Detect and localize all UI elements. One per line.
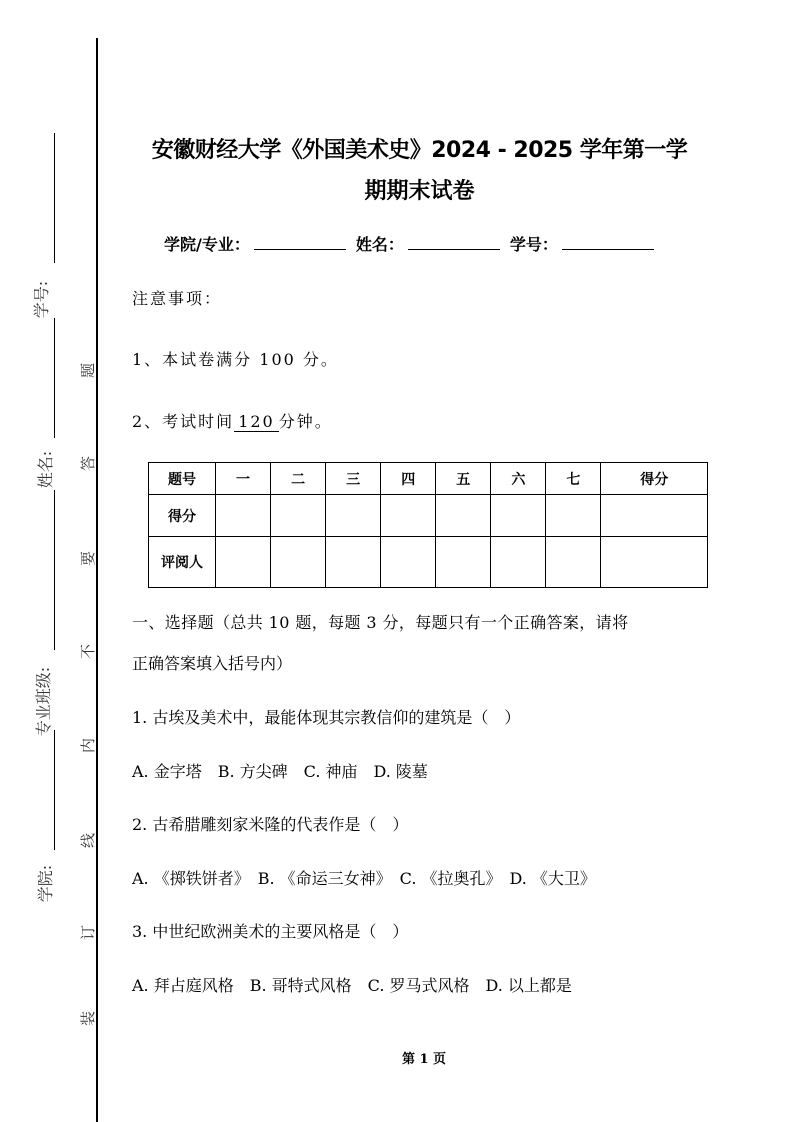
notes-heading: 注意事项： (132, 289, 223, 308)
table-cell (436, 537, 491, 588)
table-header: 题号 (149, 463, 216, 495)
table-cell (491, 495, 546, 537)
table-header: 六 (491, 463, 546, 495)
question-2-options: A. 《掷铁饼者》 B. 《命运三女神》 C. 《拉奥孔》 D. 《大卫》 (132, 869, 596, 888)
table-cell (381, 495, 436, 537)
seal-char: 要 (79, 550, 98, 567)
note-item-1: 1、本试卷满分 100 分。 (132, 350, 339, 369)
seal-char: 装 (79, 1010, 98, 1027)
table-row (149, 495, 708, 537)
table-cell (216, 495, 271, 537)
table-row (149, 537, 708, 588)
seal-char: 订 (79, 924, 98, 941)
table-header: 二 (271, 463, 326, 495)
id-label: 学号： (509, 235, 558, 254)
seal-char: 内 (79, 737, 98, 754)
margin-line (54, 318, 55, 438)
question-3: 3. 中世纪欧洲美术的主要风格是（ ） (132, 922, 409, 941)
seal-char: 不 (79, 643, 98, 660)
table-header: 七 (546, 463, 601, 495)
table-cell (491, 537, 546, 588)
section-heading: 一、选择题（总共 10 题，每题 3 分，每题只有一个正确答案，请将 (132, 613, 629, 632)
question-3-options: A. 拜占庭风格 B. 哥特式风格 C. 罗马式风格 D. 以上都是 (132, 976, 572, 995)
title-line2: 期期末试卷 (364, 179, 475, 204)
margin-label-name: 姓名: (36, 450, 56, 489)
table-header: 三 (326, 463, 381, 495)
table-cell (271, 537, 326, 588)
margin-label-college: 学院: (36, 864, 56, 903)
question-1-options: A. 金字塔 B. 方尖碑 C. 神庙 D. 陵墓 (132, 762, 428, 781)
table-cell (601, 537, 708, 588)
name-field[interactable] (408, 235, 500, 250)
college-field[interactable] (254, 235, 346, 250)
table-cell (601, 495, 708, 537)
table-header-row (149, 463, 708, 495)
question-1: 1. 古埃及美术中，最能体现其宗教信仰的建筑是（ ） (132, 708, 521, 727)
table-header: 一 (216, 463, 271, 495)
margin-label-class: 专业班级: (34, 666, 54, 737)
binding-line (96, 38, 98, 1122)
row-label: 评阅人 (149, 537, 216, 588)
row-label: 得分 (149, 495, 216, 537)
note-item-2 (132, 409, 333, 432)
note-text: 2、考试时间 (132, 412, 235, 431)
table-header: 五 (436, 463, 491, 495)
table-cell (216, 537, 271, 588)
margin-line (54, 730, 55, 850)
seal-char: 题 (79, 362, 98, 379)
name-label: 姓名： (355, 235, 404, 254)
table-header: 四 (381, 463, 436, 495)
table-header: 得分 (601, 463, 708, 495)
table-cell (436, 495, 491, 537)
college-label: 学院/专业： (164, 235, 250, 254)
student-info-line (164, 232, 664, 255)
score-table (148, 462, 708, 588)
table-cell (326, 495, 381, 537)
margin-label-id: 学号: (32, 280, 52, 319)
exam-duration: 120 (234, 412, 279, 432)
seal-char: 答 (79, 455, 98, 472)
table-cell (546, 495, 601, 537)
margin-line (54, 133, 55, 263)
title-line1: 安徽财经大学《外国美术史》2024 - 2025 学年第一学 (151, 138, 688, 163)
margin-line (54, 490, 55, 650)
table-cell (546, 537, 601, 588)
question-2: 2. 古希腊雕刻家米隆的代表作是（ ） (132, 815, 409, 834)
note-text: 分钟。 (278, 412, 333, 431)
page-number: 第 1 页 (401, 1052, 447, 1067)
seal-char: 线 (79, 832, 98, 849)
section-heading-cont: 正确答案填入括号内） (132, 654, 293, 673)
table-cell (326, 537, 381, 588)
id-field[interactable] (562, 235, 654, 250)
table-cell (381, 537, 436, 588)
table-cell (271, 495, 326, 537)
